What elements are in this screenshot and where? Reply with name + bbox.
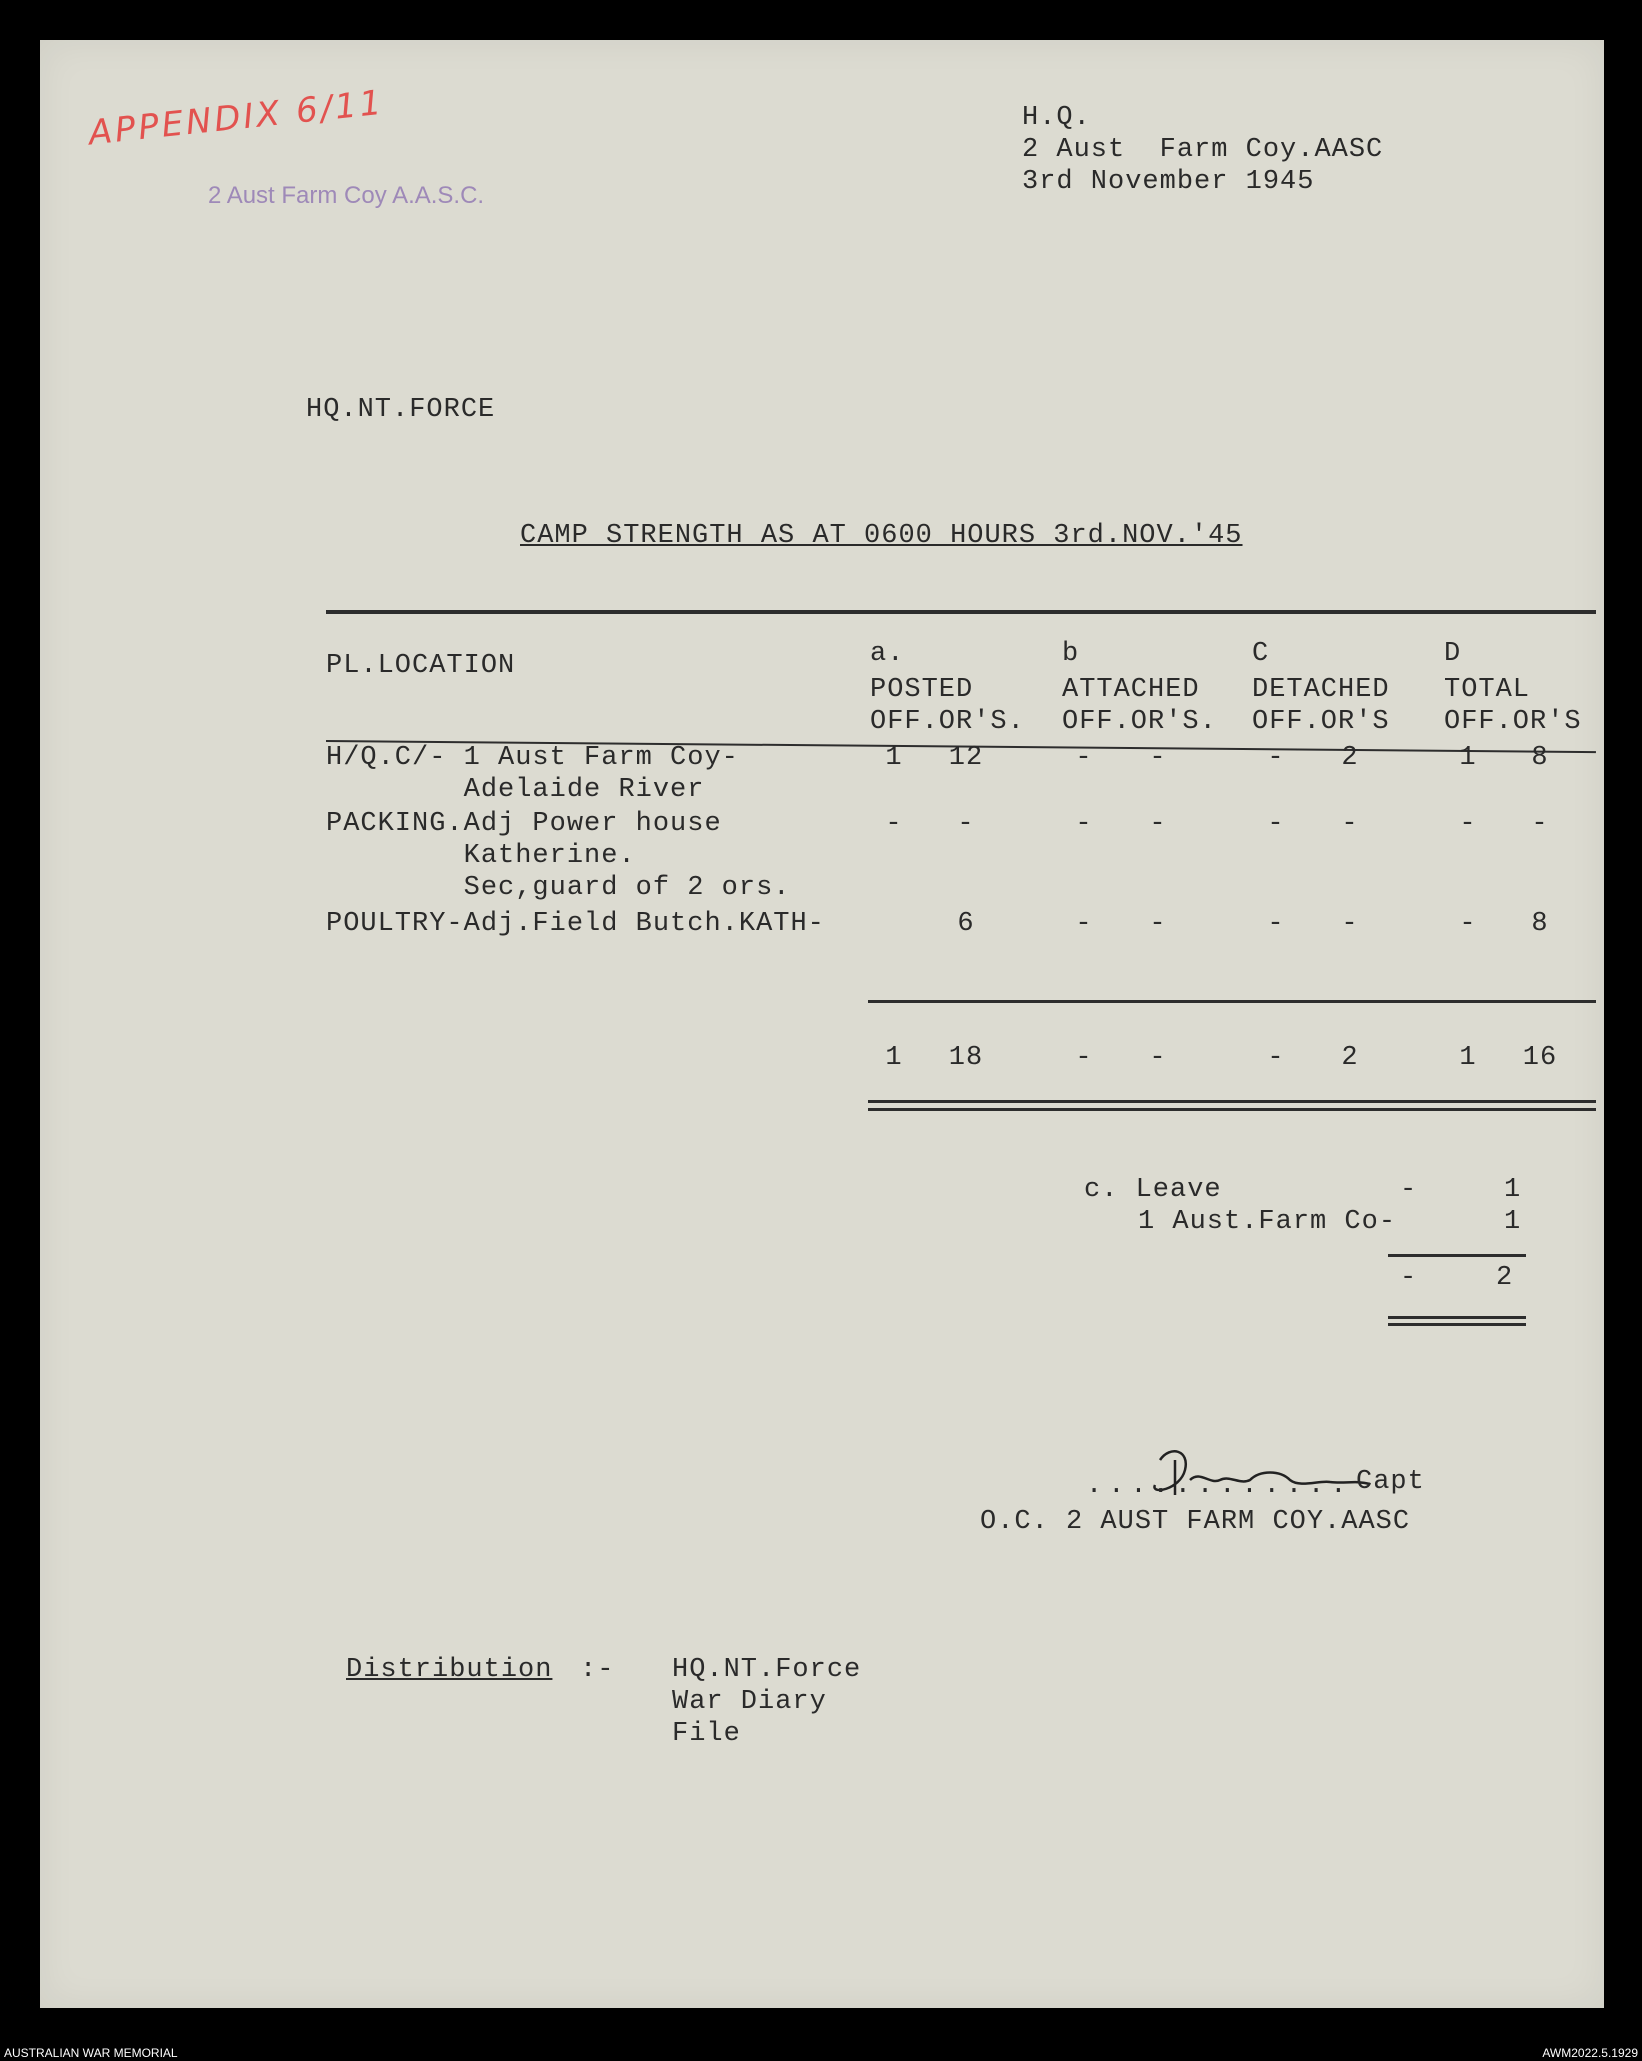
header-line-date: 3rd November 1945 (1022, 167, 1315, 197)
table-row-location: POULTRY-Adj.Field Butch.KATH- (326, 909, 825, 939)
footer-reference: AWM2022.5.1929 (1542, 2046, 1638, 2060)
col-c-name: DETACHED (1252, 675, 1390, 705)
leave-unit-value: 1 (1504, 1207, 1522, 1237)
signature-dots: ............ (1086, 1471, 1353, 1501)
col-b-sub: OFF.OR'S. (1062, 707, 1217, 737)
totals-double-rule-bottom (868, 1108, 1596, 1111)
unit-stamp: 2 Aust Farm Coy A.A.S.C. (208, 182, 485, 209)
leave-double-rule-bottom (1388, 1323, 1526, 1326)
col-c-letter: C (1252, 639, 1270, 669)
distribution-label: Distribution (346, 1655, 553, 1685)
totals-cell: - (1075, 1043, 1093, 1073)
signature-title: O.C. 2 AUST FARM COY.AASC (980, 1507, 1411, 1537)
totals-cell: 1 (1459, 1043, 1477, 1073)
table-cell: 12 (948, 743, 984, 773)
table-cell: - (1459, 909, 1477, 939)
table-row-location: H/Q.C/- 1 Aust Farm Coy- (326, 743, 739, 773)
totals-rule (868, 1000, 1596, 1003)
totals-cell: 16 (1522, 1043, 1558, 1073)
leave-total-dash: - (1400, 1263, 1418, 1293)
table-cell: 1 (1459, 743, 1477, 773)
signature-rank: Capt (1356, 1467, 1425, 1497)
header-line-unit: 2 Aust Farm Coy.AASC (1022, 135, 1384, 165)
table-row-location: Katherine. (326, 841, 636, 871)
table-cell: - (1341, 809, 1359, 839)
table-cell: 8 (1531, 909, 1549, 939)
col-c-sub: OFF.OR'S (1252, 707, 1390, 737)
table-top-rule (326, 610, 1596, 614)
table-cell: - (885, 809, 903, 839)
leave-rule (1388, 1254, 1526, 1257)
leave-double-rule-top (1388, 1316, 1526, 1319)
table-cell: - (1531, 809, 1549, 839)
location-header: PL.LOCATION (326, 651, 516, 681)
totals-cell: - (1267, 1043, 1285, 1073)
header-line-hq: H.Q. (1022, 103, 1091, 133)
table-cell: - (1267, 909, 1285, 939)
table-row-location: Sec,guard of 2 ors. (326, 873, 791, 903)
document-title: CAMP STRENGTH AS AT 0600 HOURS 3rd.NOV.'45 (520, 521, 1243, 551)
table-cell: - (1075, 743, 1093, 773)
table-cell: - (1267, 809, 1285, 839)
col-b-letter: b (1062, 639, 1080, 669)
table-cell: - (1075, 909, 1093, 939)
distribution-item-hq: HQ.NT.Force (672, 1655, 862, 1685)
table-cell: 1 (885, 743, 903, 773)
totals-cell: 18 (948, 1043, 984, 1073)
totals-cell: - (1149, 1043, 1167, 1073)
totals-cell: 2 (1341, 1043, 1359, 1073)
leave-unit-label: 1 Aust.Farm Co- (1138, 1207, 1397, 1237)
totals-double-rule-top (868, 1100, 1596, 1103)
leave-dash: - (1400, 1175, 1418, 1205)
distribution-separator: :- (580, 1655, 615, 1685)
col-b-name: ATTACHED (1062, 675, 1200, 705)
table-cell: - (957, 809, 975, 839)
leave-value: 1 (1504, 1175, 1522, 1205)
col-a-name: POSTED (870, 675, 974, 705)
table-cell: 8 (1531, 743, 1549, 773)
totals-cell: 1 (885, 1043, 903, 1073)
col-a-sub: OFF.OR'S. (870, 707, 1025, 737)
col-d-letter: D (1444, 639, 1462, 669)
table-row-location: PACKING.Adj Power house (326, 809, 722, 839)
table-cell: - (1149, 809, 1167, 839)
table-cell: - (1267, 743, 1285, 773)
table-cell: 2 (1341, 743, 1359, 773)
table-row-location: Adelaide River (326, 775, 705, 805)
table-cell: 6 (957, 909, 975, 939)
footer-institution: AUSTRALIAN WAR MEMORIAL (4, 2046, 178, 2060)
table-cell: - (1341, 909, 1359, 939)
leave-label: c. Leave (1084, 1175, 1222, 1205)
table-cell: - (1075, 809, 1093, 839)
distribution-item-file: File (672, 1719, 741, 1749)
document-page (40, 40, 1604, 2008)
col-d-sub: OFF.OR'S (1444, 707, 1582, 737)
col-d-name: TOTAL (1444, 675, 1531, 705)
appendix-annotation: APPENDIX 6/11 (86, 82, 387, 154)
table-cell: - (1459, 809, 1477, 839)
distribution-item-war-diary: War Diary (672, 1687, 827, 1717)
leave-total-value: 2 (1496, 1263, 1514, 1293)
table-cell: - (1149, 743, 1167, 773)
table-cell: - (1149, 909, 1167, 939)
col-a-letter: a. (870, 639, 905, 669)
addressee: HQ.NT.FORCE (306, 395, 496, 425)
